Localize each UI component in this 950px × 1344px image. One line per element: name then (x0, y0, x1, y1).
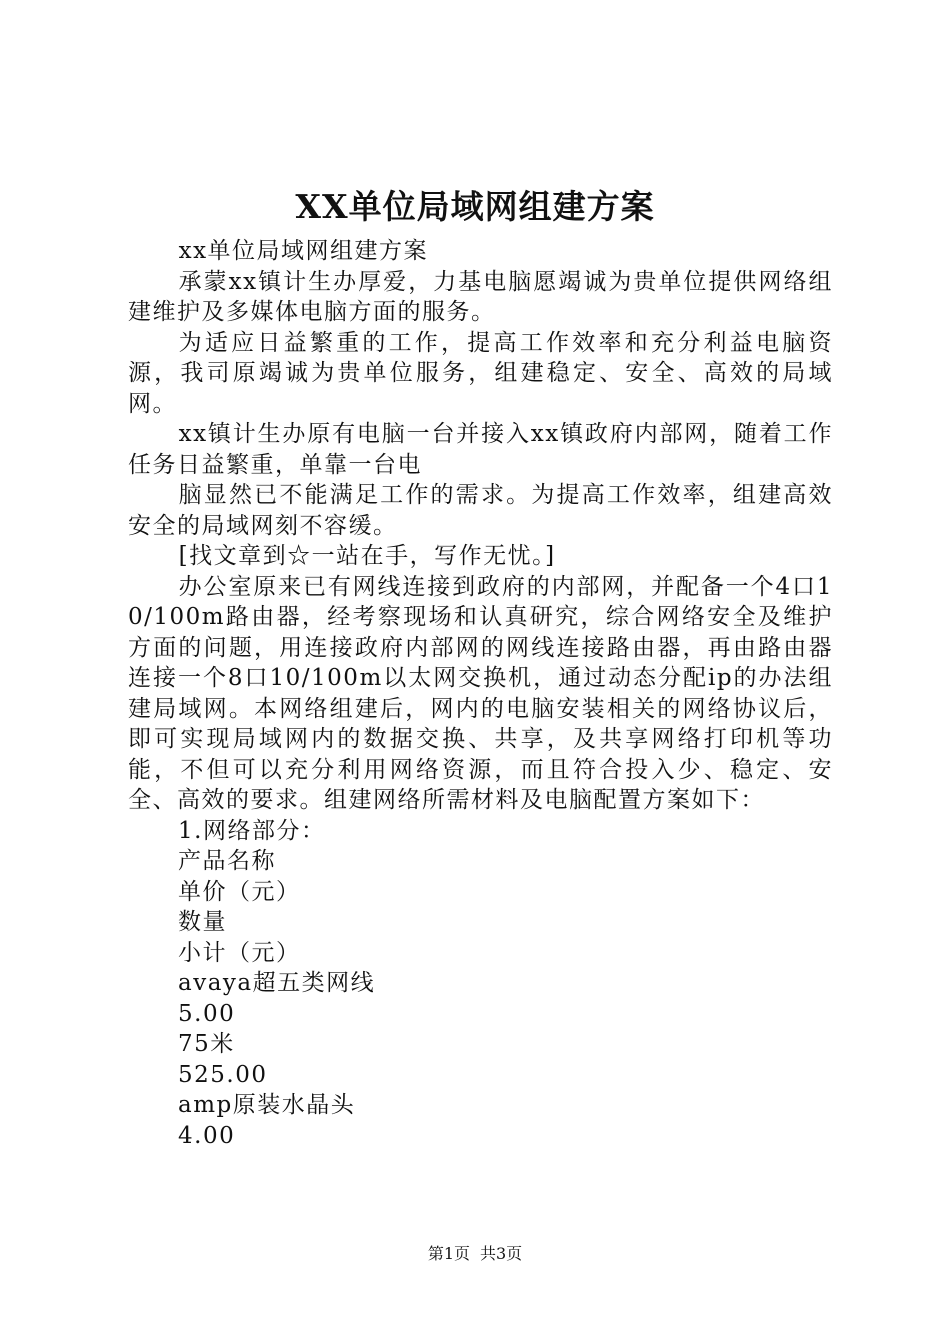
paragraph: 脑显然已不能满足工作的需求。为提高工作效率，组建高效安全的局域网刻不容缓。 (128, 482, 833, 539)
table-cell: 产品名称 (178, 848, 276, 874)
page-total: 共3页 (480, 1244, 523, 1263)
table-cell: 单价（元） (178, 878, 301, 905)
page-number: 第1页 (427, 1244, 470, 1263)
page-footer (0, 1242, 950, 1266)
paragraph: xx镇计生办原有电脑一台并接入xx镇政府内部网，随着工作任务日益繁重，单靠一台电 (128, 421, 833, 478)
table-cell: 数量 (178, 909, 227, 935)
document-title: XX单位局域网组建方案 (295, 187, 655, 226)
paragraph: 承蒙xx镇计生办厚爱，力基电脑愿竭诚为贵单位提供网络组建维护及多媒体电脑方面的服务。 (128, 268, 833, 325)
table-cell: 5.00 (178, 1000, 236, 1027)
document-body (128, 236, 833, 1151)
paragraph: [找文章到☆一站在手，写作无忧。] (178, 543, 556, 569)
paragraph: xx单位局域网组建方案 (178, 238, 429, 264)
paragraph: 办公室原来已有网线连接到政府的内部网，并配备一个4口10/100m路由器，经考察现场和认真研究，综合网络安全及维护方面的问题，用连接政府内部网的网线连接路由器，再由路由器连接一个8口10/100m以太网交换机，通过动态分配ip的办法组建局域网。本网络组建后，网内的电脑安装相关的网络协议后，即可实现局域网内的数据交换、共享，及共享网络打印机等功能，不但可以充分利用网络资源，而且符合投入少、稳定、安全、高效的要求。组建网络所需材料及电脑配置方案如下： (128, 573, 833, 813)
table-cell: 75米 (178, 1031, 235, 1057)
table-cell: avaya超五类网线 (178, 970, 376, 996)
paragraph: 为适应日益繁重的工作，提高工作效率和充分利益电脑资源，我司原竭诚为贵单位服务，组建稳定、安全、高效的局域网。 (128, 329, 833, 417)
table-cell: 525.00 (178, 1061, 268, 1088)
section-heading: 1.网络部分： (178, 817, 326, 844)
table-cell: 4.00 (178, 1122, 236, 1149)
table-cell: 小计（元） (178, 939, 301, 966)
table-cell: amp原装水晶头 (178, 1092, 356, 1118)
